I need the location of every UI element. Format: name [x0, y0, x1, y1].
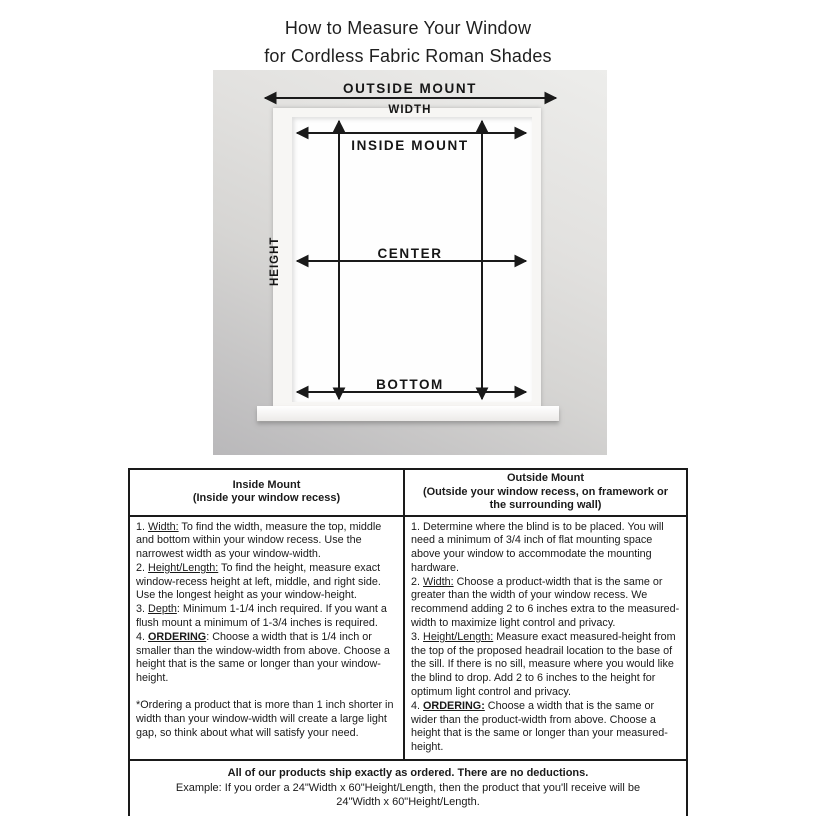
outside-mount-instructions: [405, 517, 686, 760]
instruction-paragraph: 4. ORDERING: Choose a width that is the same or wider than the product-width from above. Choose a height that is the same or longer than your measured-height.: [411, 699, 668, 754]
instruction-paragraph: 3. Height/Length: Measure exact measured-height from the top of the proposed headrail location to the base of the sill. If there is no sill, measure where you would like the blind to drop. Add 2 to 6 inches to the height for optimum light control and privacy.: [411, 630, 676, 699]
width-label: WIDTH: [388, 104, 432, 116]
center-label: CENTER: [377, 246, 443, 261]
page-title-line-1: How to Measure Your Window: [284, 18, 532, 38]
instruction-paragraph: 2. Height/Length: To find the height, measure exact window-recess height at left, middle, and right side. Use the longest height as your window-height.: [136, 561, 381, 602]
bottom-label: BOTTOM: [376, 377, 444, 392]
shipping-note-bold: All of our products ship exactly as ordered. There are no deductions.: [227, 767, 589, 780]
page-title-line-2: for Cordless Fabric Roman Shades: [264, 46, 552, 66]
instruction-paragraph: [136, 686, 397, 699]
instruction-paragraph: 4. ORDERING: Choose a width that is 1/4 inch or smaller than the window-width from above. Choose a height that is the same or longer than your window-height.: [136, 630, 390, 685]
instruction-paragraph: 3. Depth: Minimum 1-1/4 inch required. If you want a flush mount a minimum of 1-3/4 inches is required.: [136, 603, 387, 630]
inside-mount-header-sub: (Inside your window recess): [192, 492, 341, 505]
shipping-note: [130, 759, 686, 816]
instruction-paragraph: *Ordering a product that is more than 1 inch shorter in width than your window-width will create a large light gap, so think about what will satisfy your need.: [136, 699, 394, 739]
window-photo: [213, 70, 607, 455]
instruction-paragraph: 1. Determine where the blind is to be placed. You will need a minimum of 3/4 inch of flat mounting space above your window to accommodate the mounting hardware.: [411, 520, 664, 574]
outside-mount-label: OUTSIDE MOUNT: [342, 81, 478, 96]
inside-mount-header: [130, 470, 405, 517]
shipping-note-example-2: 24"Width x 60"Height/Length.: [336, 796, 480, 809]
outside-mount-header-title: Outside Mount: [507, 472, 584, 484]
shipping-note-example-1: Example: If you order a 24"Width x 60"Height/Length, then the product that you'll receive will be: [175, 781, 641, 794]
instruction-paragraph: 1. Width: To find the width, measure the top, middle and bottom within your window recess. Use the narrowest width as your window-width.: [136, 520, 382, 561]
inside-mount-label: INSIDE MOUNT: [351, 138, 469, 153]
measuring-instructions-table: [128, 468, 688, 816]
instruction-paragraph: 2. Width: Choose a product-width that is the same or greater than the width of your window recess. We recommend adding 2 to 6 inches extra to the measured-width to maximize light control and privacy.: [411, 575, 680, 630]
height-label: HEIGHT: [269, 236, 281, 286]
inside-mount-header-title: Inside Mount: [232, 478, 301, 491]
outside-mount-header: [405, 470, 686, 517]
inside-mount-instructions: [130, 517, 405, 760]
outside-mount-header-sub: (Outside your window recess, on framework or the surrounding wall): [422, 485, 669, 511]
